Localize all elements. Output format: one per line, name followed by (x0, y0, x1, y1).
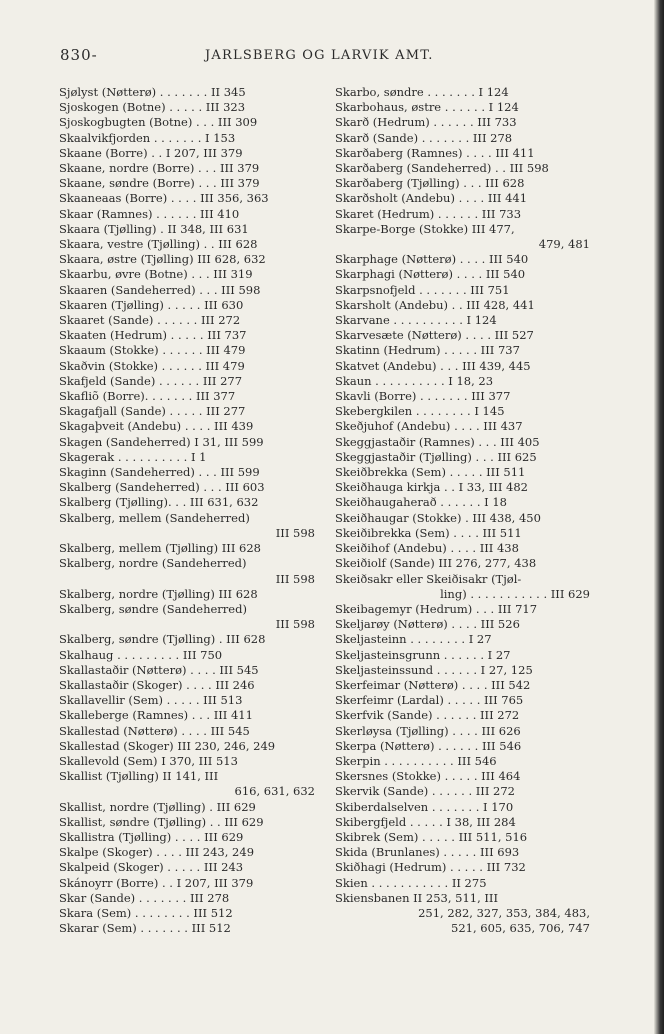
entry-text: Skeiðbrekka (Sem) . . . . . III 511 (335, 465, 526, 480)
entry-text: Skalhaug . . . . . . . . . III 750 (59, 647, 223, 662)
entry-text: Skalberg, mellem (Sandeherred) (59, 510, 250, 525)
index-entry (59, 587, 315, 602)
index-entry (335, 739, 590, 754)
index-entry (59, 906, 315, 921)
index-entry (59, 115, 315, 130)
entry-text: Skaaren (Tjølling) . . . . . III 630 (59, 297, 244, 312)
index-entry (335, 131, 590, 146)
entry-text: Skaaret (Sande) . . . . . . III 272 (59, 313, 241, 328)
index-entry (335, 328, 590, 343)
index-column-right (335, 85, 590, 936)
entry-text: Skarsholt (Andebu) . . III 428, 441 (335, 297, 535, 312)
index-entry (59, 359, 315, 374)
entry-text: Skalberg, nordre (Tjølling) III 628 (59, 586, 258, 601)
page-number: 830- (60, 46, 98, 64)
entry-text: Skar (Sande) . . . . . . . III 278 (59, 890, 230, 905)
index-entry (335, 617, 590, 632)
entry-text: Skalberg (Sandeherred) . . . III 603 (59, 480, 265, 495)
index-entry (335, 435, 590, 450)
entry-text: Skaret (Hedrum) . . . . . . III 733 (335, 206, 522, 221)
index-entry (59, 267, 315, 282)
index-entry (335, 222, 590, 252)
index-entry (335, 495, 590, 510)
index-entry (335, 754, 590, 769)
entry-text: Skeljasteinssund . . . . . . I 27, 125 (335, 662, 533, 677)
entry-continuation: 479, 481 (538, 237, 590, 252)
entry-continuation: 251, 282, 327, 353, 384, 483, (418, 905, 590, 920)
entry-text: Skallastaðir (Nøtterø) . . . . III 545 (59, 662, 259, 677)
index-entry (335, 343, 590, 358)
index-entry (335, 648, 590, 663)
entry-text: Skaaneaas (Borre) . . . . III 356, 363 (59, 191, 269, 206)
entry-text: Skarbohaus, østre . . . . . . I 124 (335, 100, 519, 115)
entry-text: Skeiðibrekka (Sem) . . . . III 511 (335, 525, 522, 540)
entry-continuation: ling) . . . . . . . . . . . III 629 (440, 586, 590, 601)
index-entry (335, 556, 590, 571)
entry-text: Skien . . . . . . . . . . . II 275 (335, 875, 487, 890)
entry-text: Skeiðhaugar (Stokke) . III 438, 450 (335, 510, 541, 525)
entry-text: Skarð (Hedrum) . . . . . . III 733 (335, 115, 517, 130)
index-entry (59, 450, 315, 465)
index-entry (59, 435, 315, 450)
entry-text: Skarar (Sem) . . . . . . . III 512 (59, 921, 231, 936)
index-entry (335, 769, 590, 784)
index-entry (59, 511, 315, 541)
index-entry (335, 891, 590, 937)
entry-text: Skarðaberg (Tjølling) . . . III 628 (335, 176, 525, 191)
entry-text: Skeggjastaðir (Ramnes) . . . III 405 (335, 434, 540, 449)
index-entry (59, 85, 315, 100)
index-column-left (59, 85, 315, 936)
index-entry (59, 769, 315, 799)
entry-text: Skalpeid (Skoger) . . . . . III 243 (59, 860, 244, 875)
entry-text: Skaane, nordre (Borre) . . . III 379 (59, 161, 260, 176)
index-entry (59, 602, 315, 632)
index-entry (335, 800, 590, 815)
entry-text: Skerfeimr (Lardal) . . . . . III 765 (335, 693, 524, 708)
index-entry (59, 845, 315, 860)
index-entry (335, 100, 590, 115)
index-entry (335, 663, 590, 678)
index-entry (335, 283, 590, 298)
index-entry (335, 115, 590, 130)
index-entry (59, 313, 315, 328)
index-entry (335, 830, 590, 845)
entry-text: Skánoyrr (Borre) . . I 207, III 379 (59, 875, 254, 890)
entry-text: Skafliõ (Borre). . . . . . . III 377 (59, 389, 236, 404)
entry-text: Skerpin . . . . . . . . . . III 546 (335, 753, 497, 768)
index-entry (59, 252, 315, 267)
entry-text: Skarvesæte (Nøtterø) . . . . III 527 (335, 328, 534, 343)
entry-text: Skarðsholt (Andebu) . . . . III 441 (335, 191, 528, 206)
index-entry (59, 465, 315, 480)
index-entry (335, 465, 590, 480)
entry-text: Skeiðhaugaherað . . . . . . I 18 (335, 495, 507, 510)
entry-text: Skerfvik (Sande) . . . . . . III 272 (335, 708, 520, 723)
entry-text: Sjølyst (Nøtterø) . . . . . . . II 345 (59, 85, 246, 99)
index-entry (59, 556, 315, 586)
index-entry (335, 708, 590, 723)
index-entry (335, 480, 590, 495)
index-entry (59, 131, 315, 146)
entry-text: Skarphage (Nøtterø) . . . . III 540 (335, 252, 529, 267)
entry-text: Skeggjastaðir (Tjølling) . . . III 625 (335, 449, 537, 464)
entry-continuation: III 598 (275, 571, 315, 586)
index-entry (335, 860, 590, 875)
entry-text: Skaaum (Stokke) . . . . . . III 479 (59, 343, 246, 358)
index-entry (59, 860, 315, 875)
index-entry (59, 800, 315, 815)
entry-text: Skerpa (Nøtterø) . . . . . . III 546 (335, 738, 522, 753)
entry-text: Skallist, nordre (Tjølling) . III 629 (59, 799, 256, 814)
entry-text: Skaginn (Sandeherred) . . . III 599 (59, 465, 260, 480)
entry-text: Skaaten (Hedrum) . . . . . III 737 (59, 328, 247, 343)
entry-text: Skaar (Ramnes) . . . . . . III 410 (59, 206, 240, 221)
index-entry (335, 313, 590, 328)
entry-text: Skervik (Sande) . . . . . . III 272 (335, 784, 515, 799)
index-entry (335, 176, 590, 191)
entry-text: Skeiðiolf (Sande) III 276, 277, 438 (335, 556, 537, 571)
index-entry (59, 708, 315, 723)
index-entry (335, 678, 590, 693)
entry-continuation: III 598 (275, 525, 315, 540)
entry-text: Skeiðhauga kirkja . . I 33, III 482 (335, 480, 528, 495)
index-entry (335, 845, 590, 860)
index-entry (335, 632, 590, 647)
index-entry (335, 267, 590, 282)
entry-text: Skebergkilen . . . . . . . . I 145 (335, 404, 505, 419)
index-entry (59, 541, 315, 556)
index-entry (59, 328, 315, 343)
entry-text: Skarpsnofjeld . . . . . . . III 751 (335, 282, 510, 297)
index-entry (59, 830, 315, 845)
entry-text: Skarphagi (Nøtterø) . . . . III 540 (335, 267, 526, 282)
index-entry (335, 693, 590, 708)
index-entry (59, 237, 315, 252)
entry-text: Skaaren (Sandeherred) . . . III 598 (59, 282, 261, 297)
index-entry (59, 754, 315, 769)
index-entry (59, 389, 315, 404)
entry-text: Skagafjall (Sande) . . . . . III 277 (59, 404, 246, 419)
entry-text: Skafjeld (Sande) . . . . . . III 277 (59, 373, 243, 388)
entry-continuation: III 598 (275, 617, 315, 632)
index-entry (59, 343, 315, 358)
entry-text: Skida (Brunlanes) . . . . . III 693 (335, 845, 520, 860)
entry-text: Skeiðsakr eller Skeiðisakr (Tjøl- (335, 571, 522, 586)
index-entry (335, 602, 590, 617)
entry-text: Skaðvin (Stokke) . . . . . . III 479 (59, 358, 245, 373)
entry-text: Skalberg, søndre (Tjølling) . III 628 (59, 632, 266, 647)
entry-text: Skalpe (Skoger) . . . . III 243, 249 (59, 845, 255, 860)
entry-text: Skallistra (Tjølling) . . . . III 629 (59, 829, 244, 844)
entry-text: Skarð (Sande) . . . . . . . III 278 (335, 130, 513, 145)
index-entry (335, 450, 590, 465)
entry-text: Skagen (Sandeherred) I 31, III 599 (59, 434, 264, 449)
index-entry (59, 374, 315, 389)
index-entry (335, 161, 590, 176)
index-entry (59, 404, 315, 419)
index-entry (59, 480, 315, 495)
entry-text: Skaarbu, øvre (Botne) . . . III 319 (59, 267, 253, 282)
index-entry (59, 921, 315, 936)
entry-text: Skallavellir (Sem) . . . . . III 513 (59, 693, 243, 708)
entry-text: Skallestad (Skoger) III 230, 246, 249 (59, 738, 276, 753)
entry-text: Skalberg, søndre (Sandeherred) (59, 601, 247, 616)
entry-text: Skibergfjeld . . . . . I 38, III 284 (335, 814, 516, 829)
entry-text: Skersnes (Stokke) . . . . . III 464 (335, 769, 521, 784)
entry-text: Skarpe-Borge (Stokke) III 477, (335, 221, 515, 236)
entry-text: Skaara, vestre (Tjølling) . . III 628 (59, 237, 258, 252)
entry-text: Sjoskogbugten (Botne) . . . III 309 (59, 115, 258, 130)
entry-continuation: 521, 605, 635, 706, 747 (451, 921, 590, 936)
index-entry (335, 876, 590, 891)
index-entry (59, 298, 315, 313)
entry-text: Skaane, søndre (Borre) . . . III 379 (59, 176, 260, 191)
index-entry (59, 495, 315, 510)
index-entry (335, 404, 590, 419)
index-entry (59, 283, 315, 298)
entry-text: Skeiðihof (Andebu) . . . . III 438 (335, 541, 519, 556)
index-entry (335, 389, 590, 404)
index-entry (335, 526, 590, 541)
entry-text: Skalberg, mellem (Tjølling) III 628 (59, 541, 261, 556)
entry-text: Skallestad (Nøtterø) . . . . III 545 (59, 723, 250, 738)
index-entry (59, 663, 315, 678)
index-entry (335, 815, 590, 830)
index-entry (59, 891, 315, 906)
index-entry (59, 176, 315, 191)
entry-text: Skara (Sem) . . . . . . . . III 512 (59, 905, 233, 920)
entry-text: Skallevold (Sem) I 370, III 513 (59, 753, 238, 768)
entry-text: Skatinn (Hedrum) . . . . . III 737 (335, 343, 520, 358)
index-entry (59, 815, 315, 830)
entry-text: Skatvet (Andebu) . . . III 439, 445 (335, 358, 531, 373)
index-entry (335, 784, 590, 799)
index-entry (59, 739, 315, 754)
entry-text: Skalleberge (Ramnes) . . . III 411 (59, 708, 253, 723)
index-entry (59, 146, 315, 161)
index-entry (59, 222, 315, 237)
index-entry (335, 146, 590, 161)
index-entry (335, 191, 590, 206)
entry-text: Skeðjuhof (Andebu) . . . . III 437 (335, 419, 523, 434)
entry-text: Skalberg, nordre (Sandeherred) (59, 556, 247, 571)
entry-text: Skeljasteinn . . . . . . . . I 27 (335, 632, 492, 647)
entry-text: Skallist (Tjølling) II 141, III (59, 769, 219, 784)
index-entry (335, 374, 590, 389)
index-entry (59, 876, 315, 891)
index-entry (335, 541, 590, 556)
entry-text: Skerløysa (Tjølling) . . . . III 626 (335, 723, 521, 738)
entry-text: Skavli (Borre) . . . . . . . III 377 (335, 389, 511, 404)
index-entry (335, 298, 590, 313)
entry-text: Skiberdalselven . . . . . . . I 170 (335, 799, 514, 814)
page-edge-shadow (654, 0, 664, 1034)
index-entry (59, 419, 315, 434)
entry-text: Skarðaberg (Ramnes) . . . . III 411 (335, 145, 535, 160)
entry-text: Skiensbanen II 253, 511, III (335, 890, 499, 905)
index-entry (335, 252, 590, 267)
entry-text: Skarbo, søndre . . . . . . . I 124 (335, 85, 509, 99)
entry-text: Skalberg (Tjølling). . . III 631, 632 (59, 495, 259, 510)
index-entry (335, 419, 590, 434)
entry-continuation: 616, 631, 632 (234, 784, 315, 799)
index-entry (335, 207, 590, 222)
entry-text: Skiðhagi (Hedrum) . . . . . III 732 (335, 860, 526, 875)
entry-text: Skarðaberg (Sandeherred) . . III 598 (335, 161, 549, 176)
entry-text: Skaane (Borre) . . I 207, III 379 (59, 145, 243, 160)
entry-text: Skallist, søndre (Tjølling) . . III 629 (59, 814, 264, 829)
entry-text: Skaara, østre (Tjølling) III 628, 632 (59, 252, 266, 267)
entry-text: Skagerak . . . . . . . . . . I 1 (59, 449, 207, 464)
entry-text: Skaun . . . . . . . . . . I 18, 23 (335, 373, 494, 388)
entry-text: Skerfeimar (Nøtterø) . . . . III 542 (335, 677, 531, 692)
entry-text: Skeljarøy (Nøtterø) . . . . III 526 (335, 617, 520, 632)
index-entry (335, 724, 590, 739)
entry-text: Sjoskogen (Botne) . . . . . III 323 (59, 100, 246, 115)
index-entry (59, 207, 315, 222)
entry-text: Skibrek (Sem) . . . . . III 511, 516 (335, 829, 528, 844)
index-entry (335, 85, 590, 100)
entry-text: Skagaþveit (Andebu) . . . . III 439 (59, 419, 254, 434)
index-entry (335, 511, 590, 526)
running-header-title: JARLSBERG OG LARVIK AMT. (205, 48, 434, 63)
index-entry (59, 693, 315, 708)
entry-text: Skaalvikfjorden . . . . . . . I 153 (59, 130, 236, 145)
entry-text: Skallastaðir (Skoger) . . . . III 246 (59, 677, 255, 692)
entry-text: Skaara (Tjølling) . II 348, III 631 (59, 221, 249, 236)
entry-text: Skeljasteinsgrunn . . . . . . I 27 (335, 647, 511, 662)
index-entry (59, 632, 315, 647)
entry-text: Skarvane . . . . . . . . . . I 124 (335, 313, 497, 328)
index-entry (59, 648, 315, 663)
index-entry (59, 161, 315, 176)
index-entry (59, 191, 315, 206)
index-entry (59, 678, 315, 693)
index-entry (59, 724, 315, 739)
entry-text: Skeibagemyr (Hedrum) . . . III 717 (335, 601, 538, 616)
index-entry (335, 572, 590, 602)
index-entry (335, 359, 590, 374)
index-entry (59, 100, 315, 115)
